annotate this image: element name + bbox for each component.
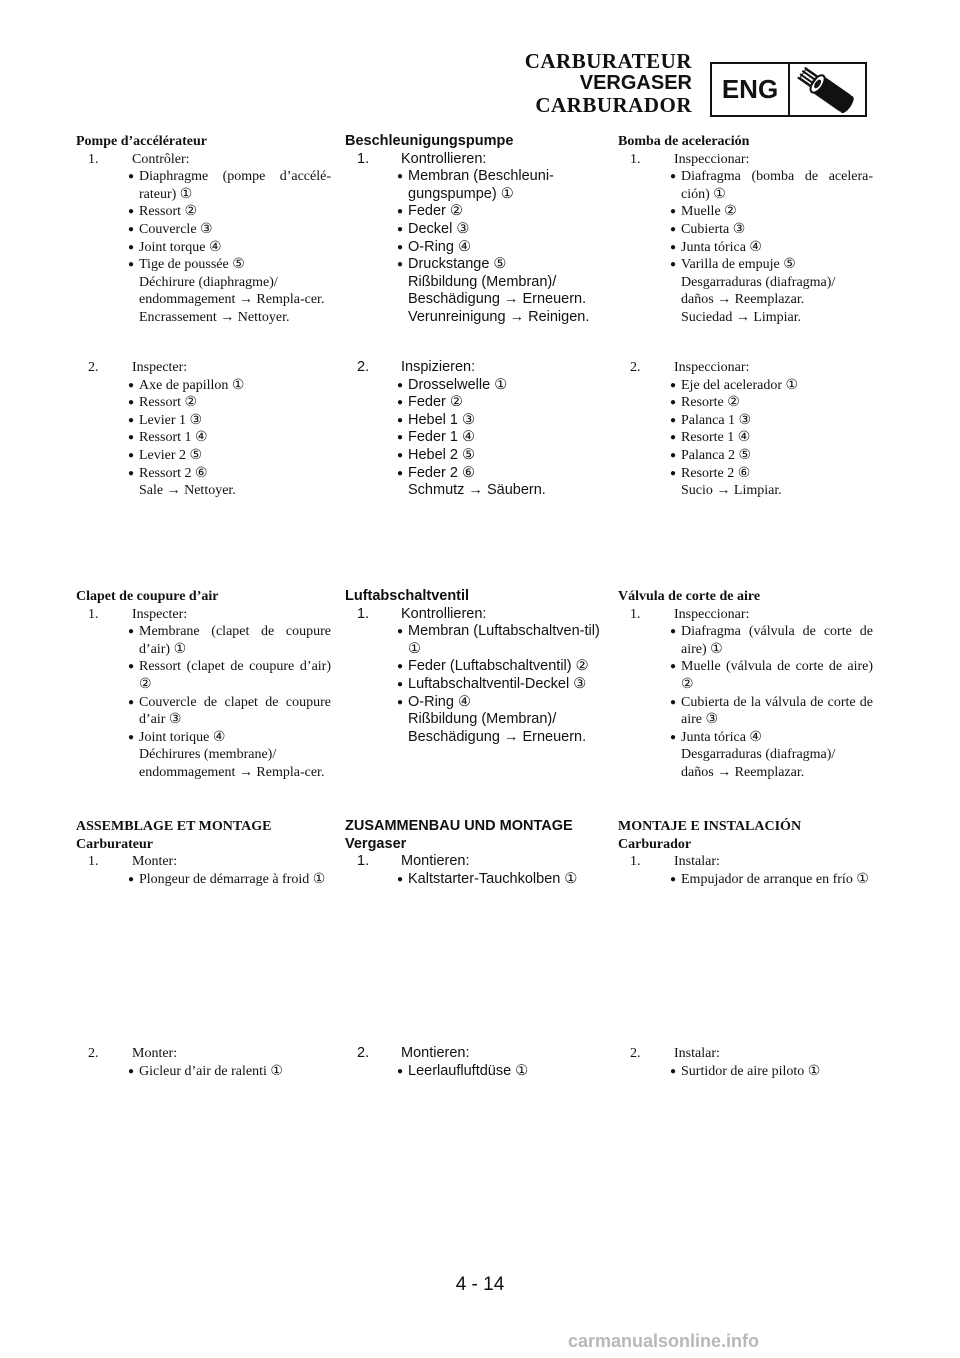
es-step-2: 2. Instalar: [630, 1046, 720, 1061]
fr-section-title: Clapet de coupure d’air [76, 589, 219, 604]
de-subsection-title: Vergaser [345, 835, 407, 852]
es-result: Sucio → Limpiar. [681, 483, 782, 499]
es-section-title: Bomba de aceleración [618, 134, 750, 149]
es-result: Desgarraduras (diafragma)/ [681, 274, 836, 290]
es-bullet: ● Junta tórica ④ [618, 729, 873, 747]
fr-bullet: ● Couvercle ③ [76, 221, 331, 239]
es-accel-pump [618, 133, 873, 327]
fr-bullet: ● Gicleur d’air de ralenti ① [76, 1063, 331, 1081]
title-es: CARBURADOR [535, 93, 692, 117]
es-bullet: ● Diafragma (válvula de corte de aire) ① [618, 623, 873, 658]
fr-accel-pump [76, 133, 331, 327]
fr-result: Sale → Nettoyer. [139, 483, 236, 499]
es-bullet: ● Cubierta ③ [618, 221, 873, 239]
de-assembly [345, 818, 600, 888]
de-bullet: ● Luftabschaltventil-Deckel ③ [345, 676, 600, 694]
de-bullet: ● Druckstange ⑤ [345, 256, 600, 274]
es-bullet: ● Empujador de arranque en frío ① [618, 871, 873, 889]
title-de: VERGASER [579, 72, 692, 94]
fr-bullet: ● Tige de poussée ⑤ [76, 256, 331, 274]
es-bullet: ● Palanca 2 ⑤ [618, 447, 873, 465]
es-bullet: ● Cubierta de la válvula de corte de aire ③ [618, 694, 873, 729]
page-number: 4 - 14 [455, 1274, 505, 1295]
de-section-title: Luftabschaltventil [345, 588, 470, 604]
de-result: Beschädigung → Erneuern. [408, 728, 587, 745]
es-result: Desgarraduras (diafragma)/ [681, 747, 836, 763]
es-air-cut-valve [618, 588, 873, 782]
de-step-1: 1. Kontrollieren: [357, 150, 487, 167]
es-step-1: 1. Inspeccionar: [630, 151, 750, 167]
es-result: daños → Reemplazar. [681, 292, 805, 308]
fr-step-1: 1. Inspecter: [88, 606, 188, 622]
es-bullet: ● Palanca 1 ③ [618, 412, 873, 430]
engine-bolt-icon [790, 64, 865, 115]
fr-bullet: ● Ressort 1 ④ [76, 429, 331, 447]
es-bullet: ● Varilla de empuje ⑤ [618, 256, 873, 274]
es-step-1: 1. Inspeccionar: [630, 606, 750, 622]
fr-section-title: ASSEMBLAGE ET MONTAGE [76, 819, 272, 834]
fr-air-cut-valve [76, 588, 331, 782]
de-bullet: ● Hebel 1 ③ [345, 412, 600, 430]
de-step-1: 1. Montieren: [357, 853, 470, 870]
es-bullet: ● Surtidor de aire piloto ① [618, 1063, 873, 1081]
fr-step-2: 2. Inspecter: [88, 360, 188, 375]
de-bullet: ● Feder ② [345, 394, 600, 412]
de-section-title: ZUSAMMENBAU UND MONTAGE [345, 818, 573, 834]
de-result: Verunreinigung → Reinigen. [408, 308, 590, 325]
es-throttle-inspect [618, 359, 873, 500]
fr-bullet: ● Joint torique ④ [76, 729, 331, 747]
de-result: Rißbildung (Membran)/ [408, 711, 557, 728]
es-assembly-step2 [618, 1045, 873, 1080]
section-title-block [525, 50, 692, 116]
watermark: carmanualsonline.info [568, 1331, 760, 1351]
de-bullet: ● Feder ② [345, 203, 600, 221]
es-step-2: 2. Inspeccionar: [630, 360, 750, 375]
es-step-1: 1. Instalar: [630, 854, 720, 870]
eng-badge [710, 62, 867, 117]
es-result: daños → Reemplazar. [681, 764, 805, 780]
es-bullet: ● Muelle ② [618, 203, 873, 221]
fr-step-1: 1. Monter: [88, 854, 178, 870]
fr-result: Encrassement → Nettoyer. [139, 309, 290, 325]
fr-step-1: 1. Contrôler: [88, 151, 190, 167]
de-result: Rißbildung (Membran)/ [408, 273, 557, 290]
fr-bullet: ● Ressort (clapet de coupure d’air) ② [76, 658, 331, 693]
fr-result: endommagement → Rempla-cer. [139, 292, 325, 308]
es-bullet: ● Resorte ② [618, 394, 873, 412]
title-fr: CARBURATEUR [524, 49, 692, 73]
de-bullet: ● O-Ring ④ [345, 694, 600, 712]
es-section-title: MONTAJE E INSTALACIÓN [618, 819, 802, 834]
fr-bullet: ● Plongeur de démarrage à froid ① [76, 871, 331, 889]
de-step-2: 2. Montieren: [357, 1045, 470, 1061]
de-bullet: ● Feder 2 ⑥ [345, 465, 600, 483]
es-assembly [618, 818, 873, 888]
es-subsection-title: Carburador [618, 836, 692, 852]
fr-bullet: ● Joint torque ④ [76, 239, 331, 257]
fr-bullet: ● Ressort 2 ⑥ [76, 465, 331, 483]
es-bullet: ● Junta tórica ④ [618, 239, 873, 257]
de-bullet: ● Leerlaufluftdüse ① [345, 1063, 600, 1081]
fr-bullet: ● Levier 1 ③ [76, 412, 331, 430]
es-bullet: ● Diafragma (bomba de acelera-ción) ① [618, 168, 873, 203]
es-result: Suciedad → Limpiar. [681, 309, 802, 325]
fr-subsection-title: Carburateur [76, 836, 153, 852]
fr-bullet: ● Levier 2 ⑤ [76, 447, 331, 465]
de-section-title: Beschleunigungspumpe [345, 133, 514, 149]
de-air-cut-valve [345, 588, 600, 746]
es-section-title: Válvula de corte de aire [618, 589, 761, 604]
de-bullet: ● Drosselwelle ① [345, 377, 600, 395]
de-step-2: 2. Inspizieren: [357, 359, 476, 375]
fr-step-2: 2. Monter: [88, 1046, 178, 1061]
fr-result: Déchirures (membrane)/ [139, 747, 277, 763]
fr-result: endommagement → Rempla-cer. [139, 764, 325, 780]
es-bullet: ● Resorte 2 ⑥ [618, 465, 873, 483]
de-result: Schmutz → Säubern. [408, 482, 546, 499]
de-bullet: ● Hebel 2 ⑤ [345, 447, 600, 465]
de-throttle-inspect [345, 359, 600, 500]
fr-result: Déchirure (diaphragme)/ [139, 274, 278, 290]
de-bullet: ● Feder 1 ④ [345, 429, 600, 447]
es-bullet: ● Eje del acelerador ① [618, 377, 873, 395]
fr-bullet: ● Ressort ② [76, 394, 331, 412]
de-bullet: ● O-Ring ④ [345, 239, 600, 257]
es-bullet: ● Resorte 1 ④ [618, 429, 873, 447]
de-bullet: ● Membran (Luftabschaltven-til) ① [345, 623, 600, 658]
fr-bullet: ● Axe de papillon ① [76, 377, 331, 395]
fr-throttle-inspect [76, 359, 331, 500]
fr-section-title: Pompe d’accélérateur [76, 134, 207, 149]
fr-bullet: ● Ressort ② [76, 203, 331, 221]
fr-assembly-step2 [76, 1045, 331, 1080]
de-result: Beschädigung → Erneuern. [408, 291, 587, 308]
fr-bullet: ● Diaphragme (pompe d’accélé-rateur) ① [76, 168, 331, 203]
de-bullet: ● Membran (Beschleuni-gungspumpe) ① [345, 168, 600, 203]
de-bullet: ● Feder (Luftabschaltventil) ② [345, 658, 600, 676]
de-step-1: 1. Kontrollieren: [357, 605, 487, 622]
eng-label: ENG [712, 64, 790, 115]
de-bullet: ● Kaltstarter-Tauchkolben ① [345, 871, 600, 889]
fr-bullet: ● Membrane (clapet de coupure d’air) ① [76, 623, 331, 658]
fr-bullet: ● Couvercle de clapet de coupure d’air ③ [76, 694, 331, 729]
es-bullet: ● Muelle (válvula de corte de aire) ② [618, 658, 873, 693]
de-accel-pump [345, 133, 600, 327]
fr-assembly [76, 818, 331, 888]
de-assembly-step2 [345, 1045, 600, 1080]
de-bullet: ● Deckel ③ [345, 221, 600, 239]
